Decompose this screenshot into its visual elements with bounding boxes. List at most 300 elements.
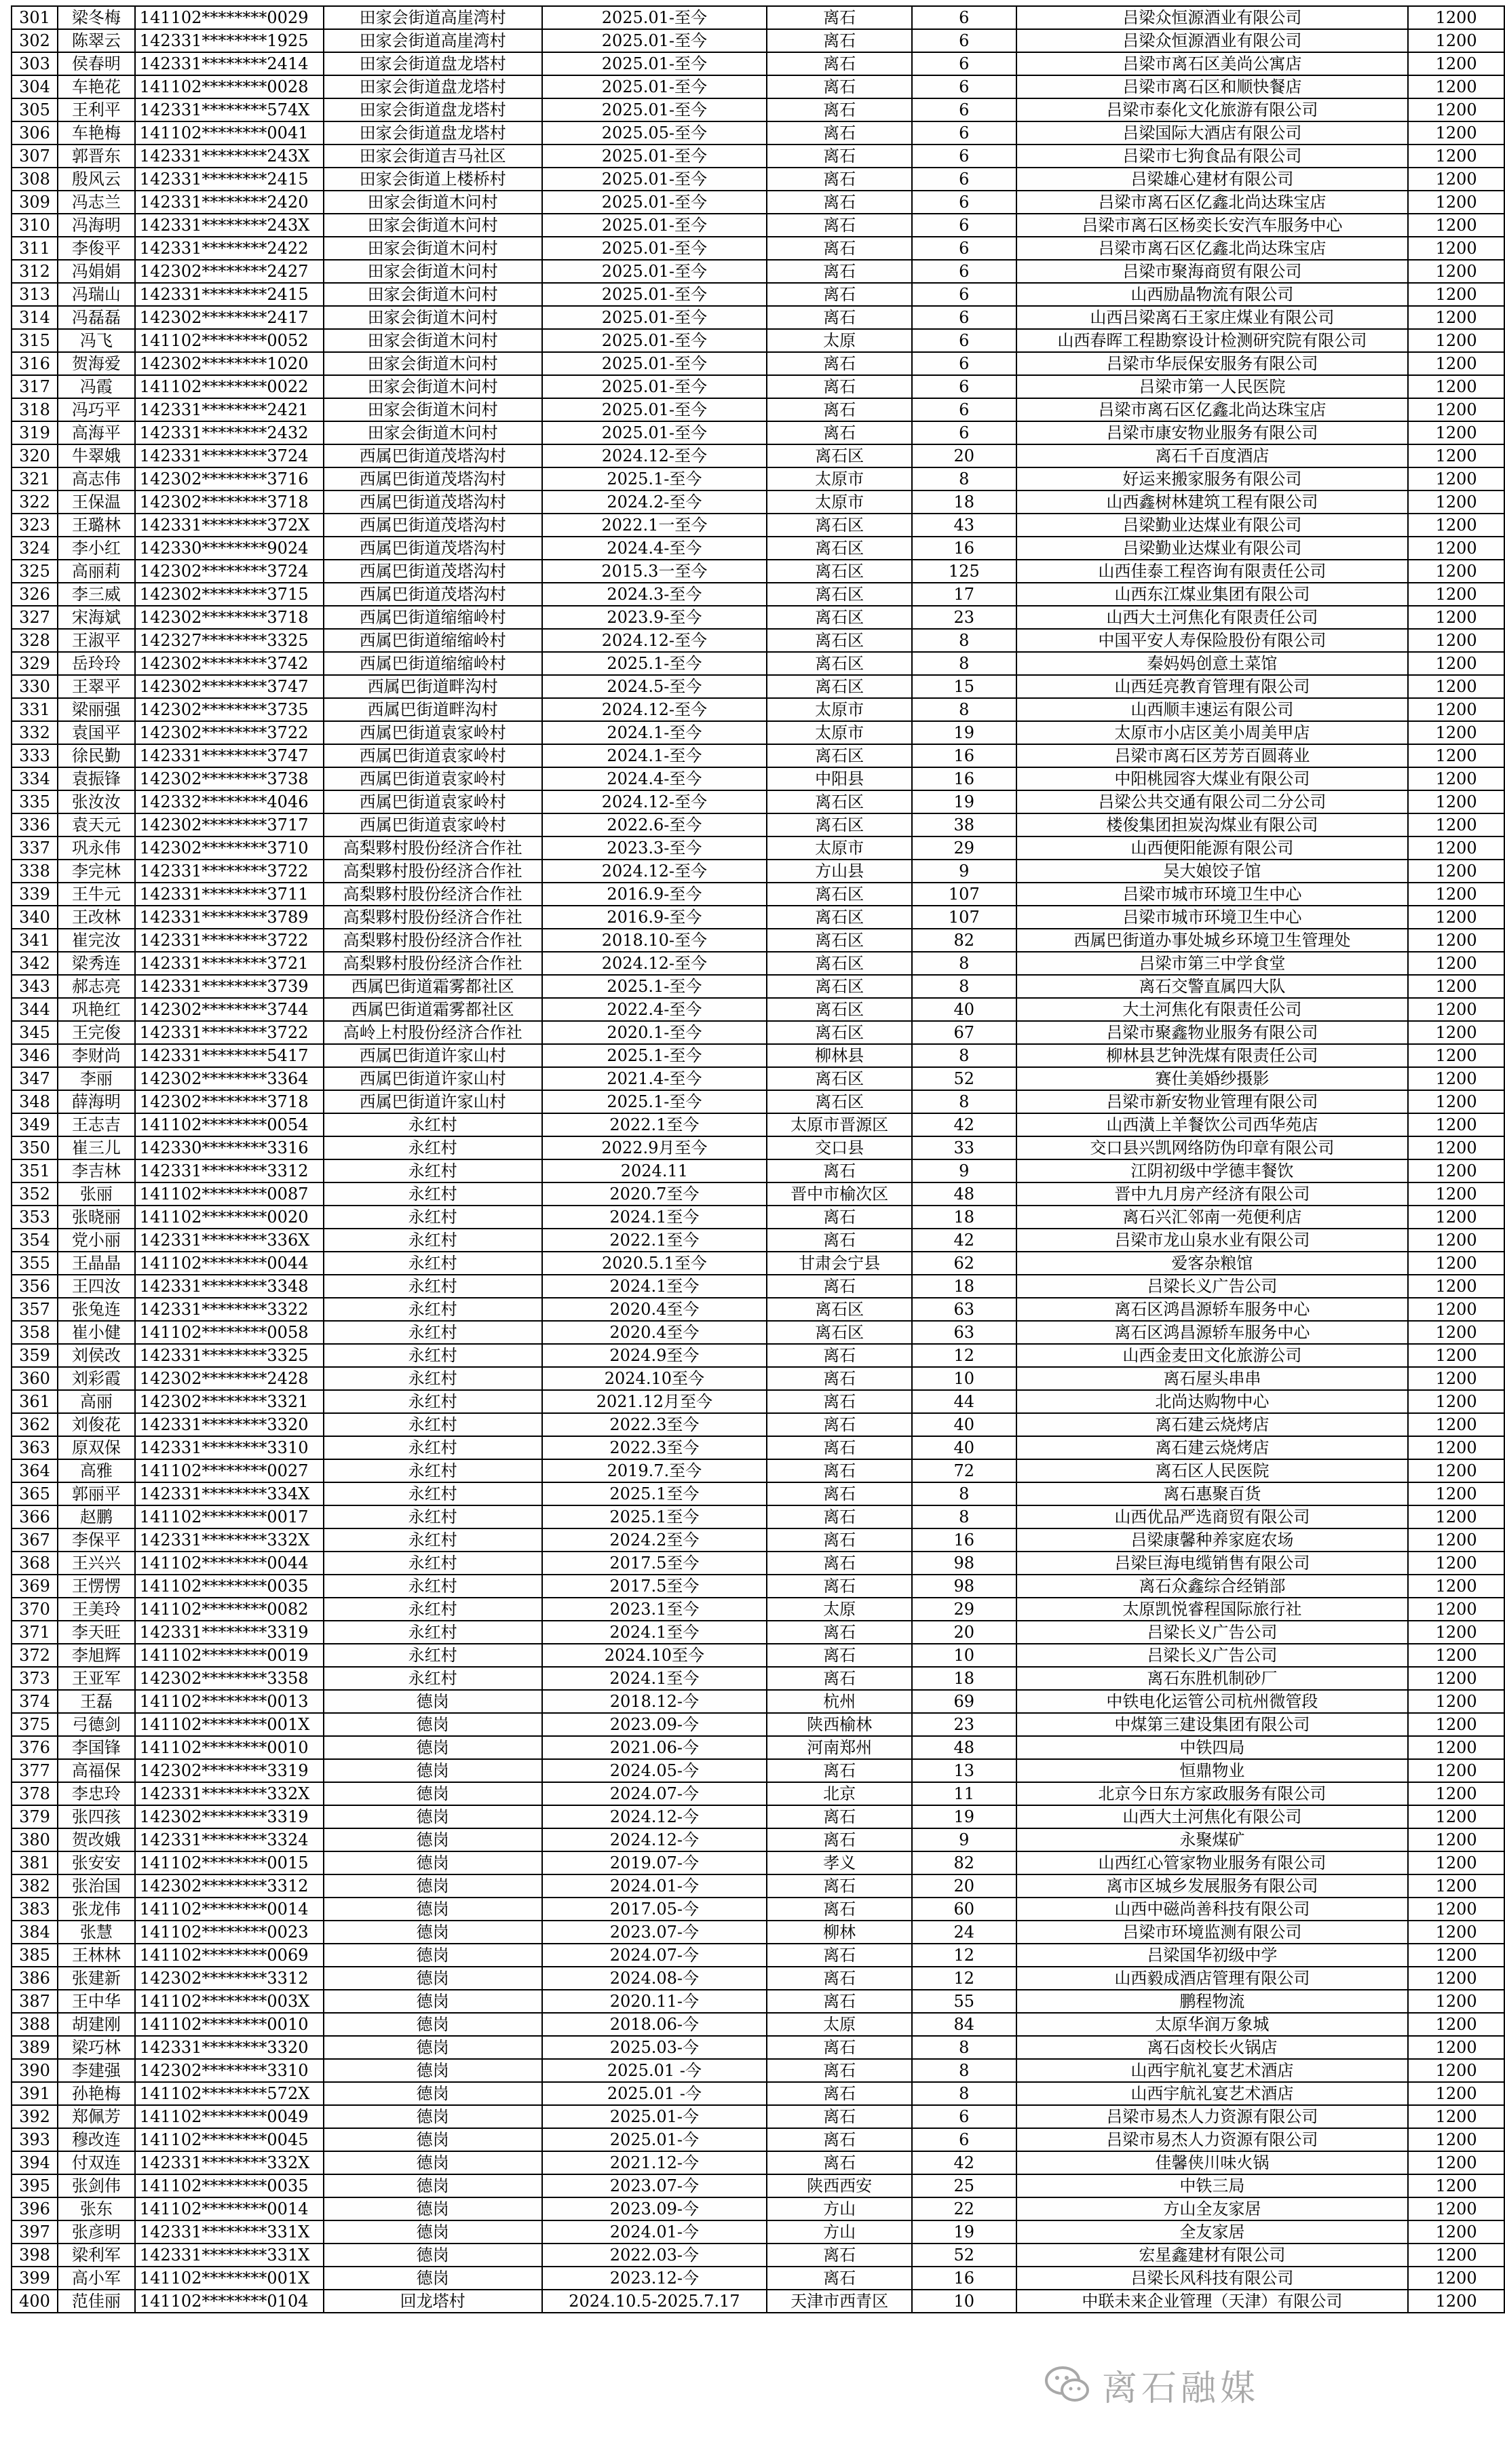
table-row xyxy=(12,2290,1504,2313)
table-row xyxy=(12,2082,1504,2105)
cell-no: 393 xyxy=(12,2128,58,2151)
cell-name: 张四孩 xyxy=(58,1805,135,1828)
cell-no: 361 xyxy=(12,1390,58,1413)
cell-amount: 1200 xyxy=(1408,1113,1504,1136)
cell-no: 360 xyxy=(12,1367,58,1390)
cell-place: 离石 xyxy=(767,1390,912,1413)
cell-name: 张东 xyxy=(58,2197,135,2220)
cell-no: 359 xyxy=(12,1344,58,1367)
cell-place: 离石 xyxy=(767,1805,912,1828)
cell-no: 339 xyxy=(12,883,58,906)
cell-period: 2025.01-今 xyxy=(542,2128,767,2151)
table-row xyxy=(12,75,1504,98)
cell-name: 梁丽强 xyxy=(58,698,135,721)
cell-id: 142331********3319 xyxy=(135,1621,324,1644)
cell-name: 张剑伟 xyxy=(58,2174,135,2197)
cell-name: 车艳梅 xyxy=(58,121,135,145)
cell-name: 张安安 xyxy=(58,1851,135,1874)
table-row xyxy=(12,1898,1504,1921)
cell-employer: 离石千百度酒店 xyxy=(1016,444,1409,467)
cell-village: 西属巴街道许家山村 xyxy=(324,1090,542,1113)
cell-amount: 1200 xyxy=(1408,306,1504,329)
cell-id: 142331********3722 xyxy=(135,860,324,883)
cell-no: 317 xyxy=(12,375,58,398)
cell-distance: 25 xyxy=(912,2174,1016,2197)
table-row xyxy=(12,1159,1504,1182)
cell-period: 2022.1至今 xyxy=(542,1229,767,1252)
cell-id: 142331********332X xyxy=(135,1782,324,1805)
cell-no: 348 xyxy=(12,1090,58,1113)
cell-amount: 1200 xyxy=(1408,1874,1504,1898)
cell-no: 375 xyxy=(12,1713,58,1736)
cell-distance: 18 xyxy=(912,1206,1016,1229)
table-row xyxy=(12,168,1504,191)
cell-village: 田家会街道木问村 xyxy=(324,421,542,444)
cell-amount: 1200 xyxy=(1408,1690,1504,1713)
cell-name: 郭丽平 xyxy=(58,1482,135,1505)
cell-name: 徐民勤 xyxy=(58,744,135,767)
table-row xyxy=(12,975,1504,998)
cell-id: 142302********1020 xyxy=(135,352,324,375)
cell-name: 冯霞 xyxy=(58,375,135,398)
cell-place: 离石区 xyxy=(767,906,912,929)
cell-no: 313 xyxy=(12,283,58,306)
cell-period: 2025.1-至今 xyxy=(542,1090,767,1113)
cell-distance: 69 xyxy=(912,1690,1016,1713)
cell-place: 离石 xyxy=(767,1459,912,1482)
cell-amount: 1200 xyxy=(1408,2036,1504,2059)
cell-distance: 19 xyxy=(912,721,1016,744)
cell-employer: 吕梁长义广告公司 xyxy=(1016,1275,1409,1298)
cell-employer: 山西大土河焦化有限公司 xyxy=(1016,1805,1409,1828)
cell-id: 142327********3325 xyxy=(135,629,324,652)
cell-amount: 1200 xyxy=(1408,490,1504,514)
table-row xyxy=(12,1621,1504,1644)
cell-amount: 1200 xyxy=(1408,168,1504,191)
cell-no: 370 xyxy=(12,1598,58,1621)
cell-employer: 吕梁公共交通有限公司二分公司 xyxy=(1016,790,1409,813)
cell-amount: 1200 xyxy=(1408,883,1504,906)
cell-period: 2025.01-至今 xyxy=(542,421,767,444)
cell-employer: 山西中磁尚善科技有限公司 xyxy=(1016,1898,1409,1921)
cell-name: 王亚军 xyxy=(58,1667,135,1690)
cell-period: 2025.03-今 xyxy=(542,2036,767,2059)
cell-id: 142331********334X xyxy=(135,1482,324,1505)
cell-village: 田家会街道吉马社区 xyxy=(324,145,542,168)
cell-employer: 山西吕梁离石王家庄煤业有限公司 xyxy=(1016,306,1409,329)
cell-employer: 吕梁众恒源酒业有限公司 xyxy=(1016,6,1409,29)
cell-no: 319 xyxy=(12,421,58,444)
cell-place: 离石 xyxy=(767,398,912,421)
cell-distance: 11 xyxy=(912,1782,1016,1805)
cell-amount: 1200 xyxy=(1408,260,1504,283)
cell-employer: 吕梁康馨种养家庭农场 xyxy=(1016,1528,1409,1552)
cell-employer: 吕梁市华辰保安服务有限公司 xyxy=(1016,352,1409,375)
cell-name: 王美玲 xyxy=(58,1598,135,1621)
cell-period: 2024.01-今 xyxy=(542,2220,767,2244)
cell-employer: 山西东江煤业集团有限公司 xyxy=(1016,583,1409,606)
cell-place: 离石区 xyxy=(767,583,912,606)
cell-place: 河南郑州 xyxy=(767,1736,912,1759)
table-row xyxy=(12,145,1504,168)
cell-id: 142331********331X xyxy=(135,2244,324,2267)
cell-period: 2022.1一至今 xyxy=(542,514,767,537)
cell-id: 142302********3718 xyxy=(135,1090,324,1113)
table-row xyxy=(12,1067,1504,1090)
cell-place: 柳林 xyxy=(767,1921,912,1944)
cell-amount: 1200 xyxy=(1408,352,1504,375)
cell-place: 离石 xyxy=(767,2105,912,2128)
cell-village: 永红村 xyxy=(324,1182,542,1206)
cell-id: 142302********3319 xyxy=(135,1759,324,1782)
cell-amount: 1200 xyxy=(1408,1413,1504,1436)
cell-period: 2024.5-至今 xyxy=(542,675,767,698)
cell-place: 中阳县 xyxy=(767,767,912,790)
cell-amount: 1200 xyxy=(1408,2105,1504,2128)
cell-village: 高梨夥村股份经济合作社 xyxy=(324,929,542,952)
cell-name: 李旭辉 xyxy=(58,1644,135,1667)
cell-distance: 82 xyxy=(912,1851,1016,1874)
cell-village: 德岗 xyxy=(324,1851,542,1874)
table-row xyxy=(12,1851,1504,1874)
cell-employer: 中阳桃园容大煤业有限公司 xyxy=(1016,767,1409,790)
cell-amount: 1200 xyxy=(1408,1667,1504,1690)
cell-village: 田家会街道木问村 xyxy=(324,260,542,283)
cell-no: 310 xyxy=(12,214,58,237)
cell-name: 王改林 xyxy=(58,906,135,929)
table-row xyxy=(12,721,1504,744)
cell-employer: 晋中九月房产经济有限公司 xyxy=(1016,1182,1409,1206)
cell-name: 张彦明 xyxy=(58,2220,135,2244)
cell-id: 142302********3747 xyxy=(135,675,324,698)
cell-period: 2025.01-至今 xyxy=(542,352,767,375)
cell-name: 巩永伟 xyxy=(58,836,135,860)
cell-village: 田家会街道木问村 xyxy=(324,191,542,214)
table-row xyxy=(12,906,1504,929)
cell-employer: 中铁四局 xyxy=(1016,1736,1409,1759)
cell-distance: 29 xyxy=(912,836,1016,860)
cell-distance: 18 xyxy=(912,490,1016,514)
cell-period: 2025.01-至今 xyxy=(542,52,767,75)
cell-no: 398 xyxy=(12,2244,58,2267)
cell-no: 304 xyxy=(12,75,58,98)
cell-no: 327 xyxy=(12,606,58,629)
cell-distance: 16 xyxy=(912,2267,1016,2290)
cell-employer: 吕梁市环境监测有限公司 xyxy=(1016,1921,1409,1944)
cell-distance: 6 xyxy=(912,6,1016,29)
cell-amount: 1200 xyxy=(1408,2244,1504,2267)
cell-id: 141102********0020 xyxy=(135,1206,324,1229)
cell-employer: 吕梁国华初级中学 xyxy=(1016,1944,1409,1967)
cell-no: 308 xyxy=(12,168,58,191)
cell-id: 142331********2415 xyxy=(135,283,324,306)
cell-village: 西属巴街道袁家岭村 xyxy=(324,790,542,813)
cell-employer: 西属巴街道办事处城乡环境卫生管理处 xyxy=(1016,929,1409,952)
cell-amount: 1200 xyxy=(1408,1759,1504,1782)
cell-name: 高福保 xyxy=(58,1759,135,1782)
cell-distance: 6 xyxy=(912,306,1016,329)
cell-amount: 1200 xyxy=(1408,1136,1504,1159)
table-row xyxy=(12,1667,1504,1690)
cell-amount: 1200 xyxy=(1408,1598,1504,1621)
cell-period: 2025.01-至今 xyxy=(542,375,767,398)
cell-amount: 1200 xyxy=(1408,1851,1504,1874)
cell-distance: 23 xyxy=(912,606,1016,629)
cell-amount: 1200 xyxy=(1408,790,1504,813)
cell-distance: 52 xyxy=(912,1067,1016,1090)
cell-place: 太原市 xyxy=(767,698,912,721)
cell-period: 2025.01-至今 xyxy=(542,75,767,98)
cell-name: 李完林 xyxy=(58,860,135,883)
cell-name: 梁冬梅 xyxy=(58,6,135,29)
table-row xyxy=(12,2220,1504,2244)
cell-no: 335 xyxy=(12,790,58,813)
cell-employer: 江阴初级中学德丰餐饮 xyxy=(1016,1159,1409,1182)
cell-period: 2016.9-至今 xyxy=(542,883,767,906)
cell-place: 离石区 xyxy=(767,1067,912,1090)
cell-employer: 离石区鸿昌源轿车服务中心 xyxy=(1016,1298,1409,1321)
cell-amount: 1200 xyxy=(1408,1505,1504,1528)
cell-no: 322 xyxy=(12,490,58,514)
cell-id: 142331********3320 xyxy=(135,2036,324,2059)
cell-period: 2025.01-至今 xyxy=(542,237,767,260)
cell-distance: 18 xyxy=(912,1275,1016,1298)
cell-amount: 1200 xyxy=(1408,1782,1504,1805)
table-row xyxy=(12,467,1504,490)
cell-no: 369 xyxy=(12,1575,58,1598)
cell-no: 368 xyxy=(12,1552,58,1575)
cell-village: 永红村 xyxy=(324,1528,542,1552)
cell-distance: 8 xyxy=(912,629,1016,652)
cell-no: 385 xyxy=(12,1944,58,1967)
cell-period: 2022.9月至今 xyxy=(542,1136,767,1159)
cell-id: 141102********0054 xyxy=(135,1113,324,1136)
cell-name: 王牛元 xyxy=(58,883,135,906)
cell-period: 2025.01-至今 xyxy=(542,29,767,52)
cell-name: 张晓丽 xyxy=(58,1206,135,1229)
cell-village: 德岗 xyxy=(324,1921,542,1944)
cell-distance: 40 xyxy=(912,1436,1016,1459)
cell-id: 142302********3710 xyxy=(135,836,324,860)
cell-place: 离石 xyxy=(767,2059,912,2082)
cell-no: 301 xyxy=(12,6,58,29)
cell-employer: 山西宇航礼宴艺术酒店 xyxy=(1016,2082,1409,2105)
cell-amount: 1200 xyxy=(1408,75,1504,98)
cell-id: 141102********0104 xyxy=(135,2290,324,2313)
cell-village: 田家会街道木问村 xyxy=(324,398,542,421)
cell-amount: 1200 xyxy=(1408,514,1504,537)
cell-id: 142302********2428 xyxy=(135,1367,324,1390)
cell-distance: 62 xyxy=(912,1252,1016,1275)
table-row xyxy=(12,329,1504,352)
cell-village: 田家会街道木问村 xyxy=(324,352,542,375)
cell-distance: 12 xyxy=(912,1944,1016,1967)
cell-id: 141102********572X xyxy=(135,2082,324,2105)
cell-place: 离石 xyxy=(767,1967,912,1990)
cell-distance: 48 xyxy=(912,1736,1016,1759)
cell-village: 德岗 xyxy=(324,2059,542,2082)
cell-name: 李建强 xyxy=(58,2059,135,2082)
cell-amount: 1200 xyxy=(1408,2174,1504,2197)
cell-employer: 吕梁市离石区美尚公寓店 xyxy=(1016,52,1409,75)
cell-name: 王淑平 xyxy=(58,629,135,652)
cell-name: 宋海斌 xyxy=(58,606,135,629)
cell-distance: 98 xyxy=(912,1552,1016,1575)
cell-village: 回龙塔村 xyxy=(324,2290,542,2313)
cell-distance: 42 xyxy=(912,2151,1016,2174)
cell-name: 范佳丽 xyxy=(58,2290,135,2313)
cell-employer: 山西潢上羊餐饮公司西华苑店 xyxy=(1016,1113,1409,1136)
cell-distance: 6 xyxy=(912,329,1016,352)
cell-name: 张治国 xyxy=(58,1874,135,1898)
cell-distance: 6 xyxy=(912,2128,1016,2151)
cell-distance: 48 xyxy=(912,1182,1016,1206)
cell-amount: 1200 xyxy=(1408,121,1504,145)
cell-village: 西属巴街道袁家岭村 xyxy=(324,744,542,767)
cell-village: 西属巴街道茂塔沟村 xyxy=(324,560,542,583)
cell-id: 142302********3744 xyxy=(135,998,324,1021)
table-row xyxy=(12,675,1504,698)
cell-employer: 离石东胜机制砂厂 xyxy=(1016,1667,1409,1690)
cell-employer: 山西红心管家物业服务有限公司 xyxy=(1016,1851,1409,1874)
cell-no: 340 xyxy=(12,906,58,929)
cell-id: 141102********0023 xyxy=(135,1921,324,1944)
cell-name: 殷风云 xyxy=(58,168,135,191)
cell-distance: 6 xyxy=(912,352,1016,375)
cell-distance: 29 xyxy=(912,1598,1016,1621)
cell-id: 142302********3717 xyxy=(135,813,324,836)
cell-distance: 6 xyxy=(912,29,1016,52)
cell-distance: 20 xyxy=(912,444,1016,467)
cell-id: 142331********336X xyxy=(135,1229,324,1252)
cell-village: 德岗 xyxy=(324,2105,542,2128)
cell-amount: 1200 xyxy=(1408,1552,1504,1575)
cell-id: 141102********001X xyxy=(135,2267,324,2290)
cell-id: 141102********0035 xyxy=(135,1575,324,1598)
cell-name: 胡建刚 xyxy=(58,2013,135,2036)
cell-place: 离石 xyxy=(767,421,912,444)
cell-village: 西属巴街道袁家岭村 xyxy=(324,767,542,790)
cell-place: 离石 xyxy=(767,1667,912,1690)
cell-name: 陈翠云 xyxy=(58,29,135,52)
cell-name: 张建新 xyxy=(58,1967,135,1990)
cell-period: 2024.08-今 xyxy=(542,1967,767,1990)
cell-distance: 24 xyxy=(912,1921,1016,1944)
cell-period: 2024.2至今 xyxy=(542,1528,767,1552)
cell-amount: 1200 xyxy=(1408,1805,1504,1828)
cell-employer: 离市区城乡发展服务有限公司 xyxy=(1016,1874,1409,1898)
cell-id: 141102********0017 xyxy=(135,1505,324,1528)
table-row xyxy=(12,606,1504,629)
cell-place: 离石区 xyxy=(767,537,912,560)
cell-name: 王四汝 xyxy=(58,1275,135,1298)
cell-village: 永红村 xyxy=(324,1344,542,1367)
table-row xyxy=(12,1390,1504,1413)
cell-id: 142331********331X xyxy=(135,2220,324,2244)
cell-distance: 42 xyxy=(912,1229,1016,1252)
cell-place: 太原 xyxy=(767,329,912,352)
cell-place: 离石区 xyxy=(767,1090,912,1113)
cell-employer: 鹏程物流 xyxy=(1016,1990,1409,2013)
cell-amount: 1200 xyxy=(1408,329,1504,352)
cell-amount: 1200 xyxy=(1408,145,1504,168)
cell-employer: 中煤第三建设集团有限公司 xyxy=(1016,1713,1409,1736)
cell-id: 142302********3321 xyxy=(135,1390,324,1413)
cell-village: 田家会街道木问村 xyxy=(324,237,542,260)
cell-name: 高海平 xyxy=(58,421,135,444)
cell-employer: 吕梁长义广告公司 xyxy=(1016,1621,1409,1644)
cell-village: 高梨夥村股份经济合作社 xyxy=(324,860,542,883)
cell-employer: 全友家居 xyxy=(1016,2220,1409,2244)
table-row xyxy=(12,1944,1504,1967)
cell-employer: 山西廷亮教育管理有限公司 xyxy=(1016,675,1409,698)
cell-id: 142331********243X xyxy=(135,214,324,237)
cell-employer: 吕梁长义广告公司 xyxy=(1016,1644,1409,1667)
cell-name: 孙艳梅 xyxy=(58,2082,135,2105)
cell-no: 379 xyxy=(12,1805,58,1828)
cell-village: 德岗 xyxy=(324,2036,542,2059)
table-row xyxy=(12,52,1504,75)
cell-employer: 山西宇航礼宴艺术酒店 xyxy=(1016,2059,1409,2082)
cell-no: 388 xyxy=(12,2013,58,2036)
cell-no: 365 xyxy=(12,1482,58,1505)
cell-distance: 40 xyxy=(912,998,1016,1021)
cell-amount: 1200 xyxy=(1408,1482,1504,1505)
cell-place: 离石区 xyxy=(767,975,912,998)
cell-distance: 63 xyxy=(912,1321,1016,1344)
cell-village: 德岗 xyxy=(324,2013,542,2036)
cell-name: 李三威 xyxy=(58,583,135,606)
table-row xyxy=(12,629,1504,652)
cell-period: 2017.05-今 xyxy=(542,1898,767,1921)
cell-id: 141102********0013 xyxy=(135,1690,324,1713)
cell-distance: 8 xyxy=(912,952,1016,975)
cell-no: 338 xyxy=(12,860,58,883)
cell-employer: 宏星鑫建材有限公司 xyxy=(1016,2244,1409,2267)
cell-place: 离石 xyxy=(767,168,912,191)
cell-id: 141102********0082 xyxy=(135,1598,324,1621)
table-row xyxy=(12,444,1504,467)
cell-no: 328 xyxy=(12,629,58,652)
cell-village: 德岗 xyxy=(324,1782,542,1805)
cell-distance: 55 xyxy=(912,1990,1016,2013)
cell-period: 2025.01-至今 xyxy=(542,398,767,421)
table-row xyxy=(12,2105,1504,2128)
cell-amount: 1200 xyxy=(1408,1528,1504,1552)
cell-distance: 22 xyxy=(912,2197,1016,2220)
cell-place: 离石区 xyxy=(767,929,912,952)
cell-employer: 离石屋头串串 xyxy=(1016,1367,1409,1390)
cell-employer: 吕梁市离石区和顺快餐店 xyxy=(1016,75,1409,98)
cell-name: 李保平 xyxy=(58,1528,135,1552)
cell-id: 142331********3324 xyxy=(135,1828,324,1851)
cell-period: 2025.01 -今 xyxy=(542,2059,767,2082)
cell-period: 2021.12月至今 xyxy=(542,1390,767,1413)
cell-employer: 吕梁市离石区亿鑫北尚达珠宝店 xyxy=(1016,191,1409,214)
cell-place: 离石 xyxy=(767,1436,912,1459)
cell-name: 高志伟 xyxy=(58,467,135,490)
table-row xyxy=(12,2128,1504,2151)
cell-id: 141102********0010 xyxy=(135,2013,324,2036)
cell-employer: 吕梁国际大酒店有限公司 xyxy=(1016,121,1409,145)
cell-period: 2024.1至今 xyxy=(542,1621,767,1644)
table-row xyxy=(12,306,1504,329)
cell-id: 142331********332X xyxy=(135,2151,324,2174)
cell-amount: 1200 xyxy=(1408,283,1504,306)
cell-id: 141102********0044 xyxy=(135,1552,324,1575)
cell-period: 2024.10.5-2025.7.17 xyxy=(542,2290,767,2313)
cell-amount: 1200 xyxy=(1408,1229,1504,1252)
